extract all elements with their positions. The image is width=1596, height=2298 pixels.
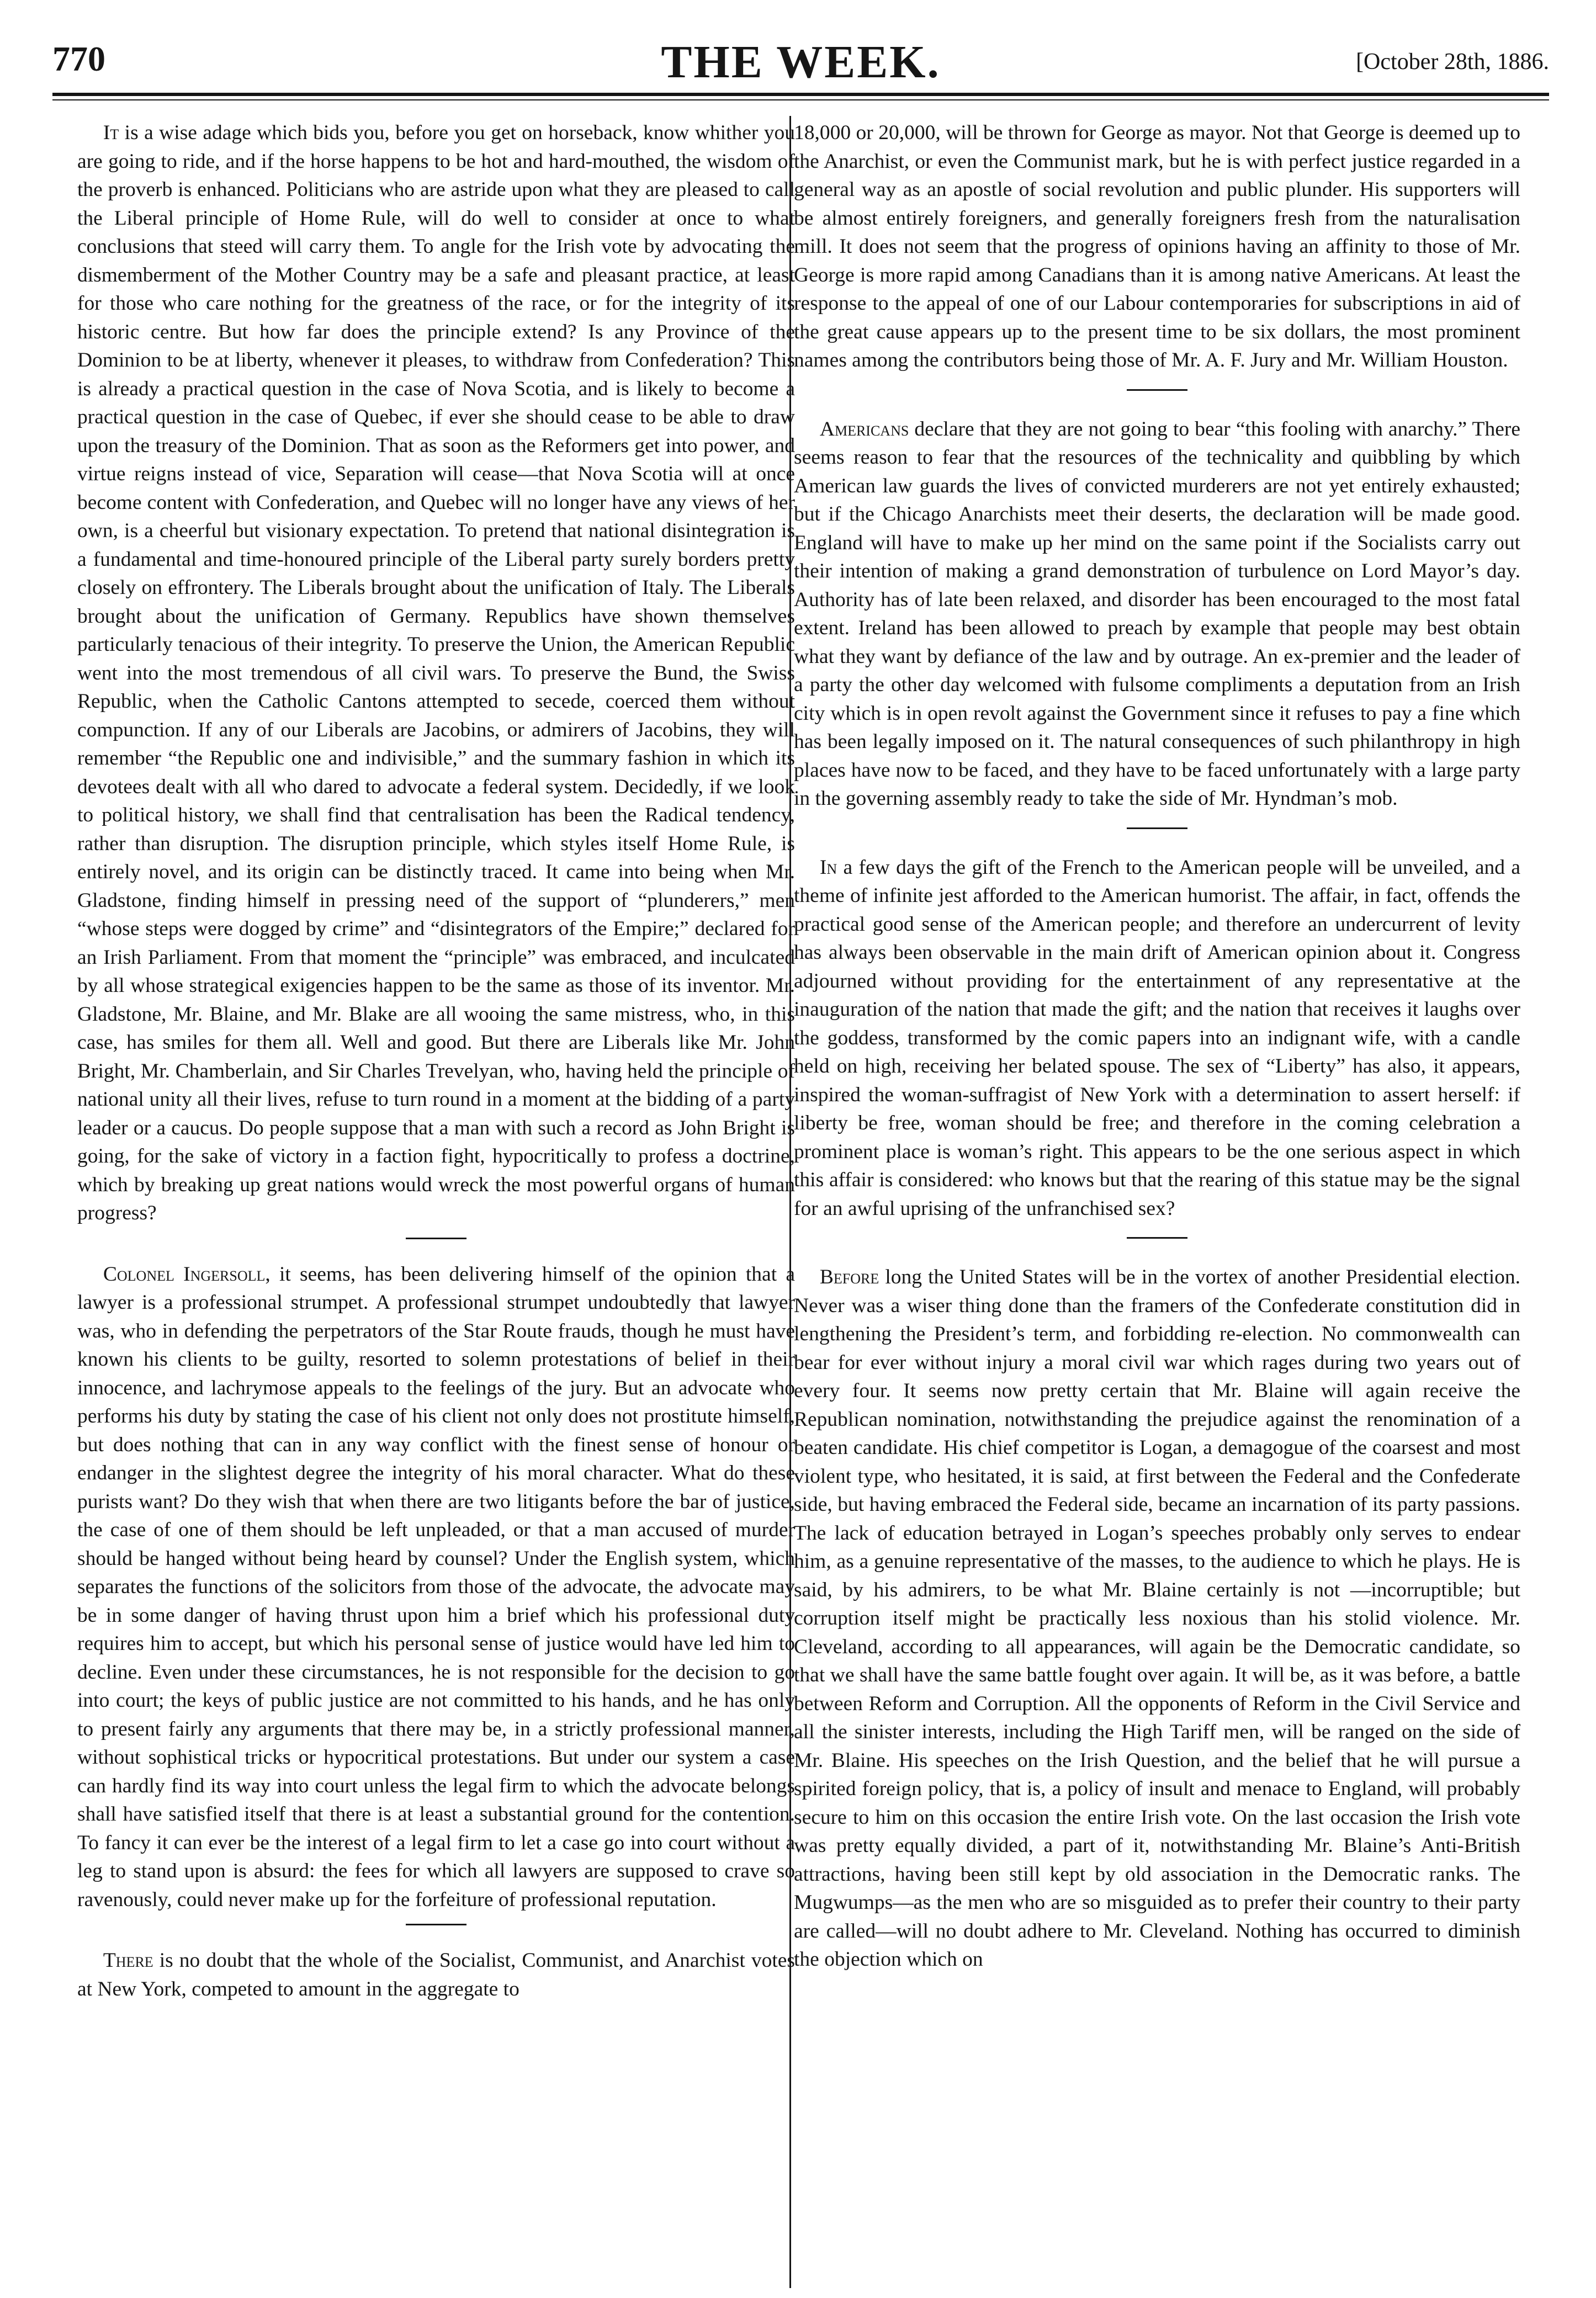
article-separator [1127, 1237, 1187, 1239]
article-presidential-election [794, 1263, 1520, 1974]
article-new-york-vote [77, 1946, 795, 2003]
article-anarchy [794, 415, 1520, 813]
right-column [794, 119, 1520, 1974]
article-body: declare that they are not going to bear “this fooling with anarchy.” There seems reason to fear that the resources of the technicality and quibbling by which American law guards the lives of convicted murderers are not yet entirely exhausted; but if the Chicago Anarchists meet their deserts, the declaration will be made good. England will have to make up her mind on the same point if the Socialists carry out their intention of making a grand demonstration of turbulence on Lord Mayor’s day. Authority has of late been relaxed, and disorder has been encouraged to the most fatal extent. Ireland has been allowed to preach by example that people may best obtain what they want by defiance of the law and by outrage. An ex-premier and the leader of a party the other day welcomed with fulsome compliments a deputation from an Irish city which is in open revolt against the Government since it refuses to pay a fine which has been legally imposed on it. The natural consequences of such philanthropy in high places have now to be faced, and they have to be faced unfortunately with a large party in the governing assembly ready to take the side of Mr. Hyndman’s mob. [794, 417, 1520, 810]
lead-word: Before [819, 1266, 879, 1288]
article-george-continued [794, 119, 1520, 375]
article-body: is a wise adage which bids you, before you get on horseback, know whither you are going to ride, and if the horse happens to be hot and hard-mouthed, the wisdom of the proverb is enhanced. Politicians who are astride upon what they are pleased to call the Liberal principle of Home Rule, will do well to consider at once to what conclusions that steed will carry them. To angle for the Irish vote by advocating the dismemberment of the Mother Country may be a safe and pleasant practice, at least for those who care nothing for the greatness of the race, or for the integrity of its historic centre. But how far does the principle extend? Is any Province of the Dominion to be at liberty, whenever it pleases, to withdraw from Confederation? This is already a practical question in the case of Nova Scotia, and is likely to become a practical question in the case of Quebec, if ever she should cease to be able to draw upon the treasury of the Dominion. That as soon as the Reformers get into power, and virtue reigns instead of vice, Separation will cease—that Nova Scotia will at once become content with Confederation, and Quebec will no longer have any views of her own, is a cheerful but visionary expectation. To pretend that national disintegration is a fundamental and time-honoured principle of the Liberal party surely borders pretty closely on effrontery. The Liberals brought about the unification of Italy. The Liberals brought about the unification of Germany. Republics have shown themselves particularly tenacious of their integrity. To preserve the Union, the American Republic went into the most tremendous of all civil wars. To preserve the Bund, the Swiss Republic, when the Catholic Cantons attempted to secede, coerced them without compunction. If any of our Liberals are Jacobins, or admirers of Jacobins, they will remember “the Republic one and indivisible,” and the summary fashion in which its devotees dealt with all who dared to advocate a federal system. Decidedly, if we look to political history, we shall find that centralisation has been the Radical tendency, rather than disruption. The disruption principle, which styles itself Home Rule, is entirely novel, and its origin can be distinctly traced. It came into being when Mr. Gladstone, finding himself in pressing need of the support of “plunderers,” men “whose steps were dogged by crime” and “disintegrators of the Empire;” declared for an Irish Parliament. From that moment the “principle” was embraced, and inculcated by all whose strategical exigencies happen to be the same as those of its inventor. Mr. Gladstone, Mr. Blaine, and Mr. Blake are all wooing the same mistress, who, in this case, has smiles for them all. Well and good. But there are Liberals like Mr. John Bright, Mr. Chamberlain, and Sir Charles Trevelyan, who, having held the principle of national unity all their lives, refuse to turn round in a moment at the bidding of a party leader or a caucus. Do people suppose that a man with such a record as John Bright is going, for the sake of victory in a faction fight, hypocritically to profess a doctrine, which by breaking up great nations would wreck the most powerful organs of human progress? [77, 121, 795, 1224]
article-ingersoll [77, 1260, 795, 1914]
issue-date: [October 28th, 1886. [1356, 49, 1549, 75]
article-separator [1127, 827, 1187, 829]
left-column [77, 119, 795, 2003]
article-body: long the United States will be in the vortex of another Presidential election. Never was a wiser thing done than the framers of the Confederate constitution did in lengthening the President’s term, and forbidding re-election. No commonwealth can bear for ever without injury a moral civil war which rages during two years out of every four. It seems now pretty certain that Mr. Blaine will again receive the Republican nomination, notwithstanding the prejudice against the renomination of a beaten candidate. His chief competitor is Logan, a demagogue of the coarsest and most violent type, who hesitated, it is said, at first between the Federal and the Confederate side, but having embraced the Federal side, became an incarnation of its party passions. The lack of education betrayed in Logan’s speeches probably only serves to endear him, as a genuine representative of the masses, to the audience to which he plays. He is said, by his admirers, to be what Mr. Blaine certainly is not —incorruptible; but corruption itself might be practically less noxious than his stolid violence. Mr. Cleveland, according to all appearances, will again be the Democratic candidate, so that we shall have the same battle fought over again. It will be, as it was before, a battle between Reform and Corruption. All the opponents of Reform in the Civil Service and all the sinister interests, including the High Tariff men, will be ranged on the side of Mr. Blaine. His speeches on the Irish Question, and the belief that he will pursue a spirited foreign policy, that is, a policy of insult and menace to England, will probably secure to him on this occasion the entire Irish vote. On the last occasion the Irish vote was pretty equally divided, a part of it, notwithstanding Mr. Blaine’s Anti-British attractions, having been still kept by old association in the Democratic ranks. The Mugwumps—as the men who are so misguided as to prefer their country to their party are called—will no doubt adhere to Mr. Cleveland. Nothing has occurred to diminish the objection which on [794, 1266, 1520, 1971]
page-number: 770 [52, 39, 105, 78]
article-separator [1127, 389, 1187, 391]
article-body: it seems, has been delivering himself of the opinion that a lawyer is a professional strumpet. A professional strumpet undoubtedly that lawyer was, who in defending the perpetrators of the Star Route frauds, though he must have known his clients to be guilty, resorted to solemn protestations of belief in their innocence, and lachrymose appeals to the feelings of the jury. But an advocate who performs his duty by stating the case of his client not only does not prostitute himself, but does nothing that can in any way conflict with the finest sense of honour or endanger in the slightest degree the integrity of his moral character. What do these purists want? Do they wish that when there are two litigants before the bar of justice, the case of one of them should be left unpleaded, or that a man accused of murder should be hanged without being heard by counsel? Under the English system, which separates the functions of the solicitors from those of the advocate, the advocate may be in some danger of having thrust upon him a brief which his professional duty requires him to accept, but which his personal sense of justice would have led him to decline. Even under these circumstances, he is not responsible for the decision to go into court; the keys of public justice are not committed to his hands, and he has only to present fairly any arguments that there may be, in a strictly professional manner, without sophistical tricks or hypocritical protestations. But under our system a case can hardly find its way into court unless the legal firm to which the advocate belongs shall have satisfied itself that there is at least a substantial ground for the contention. To fancy it can ever be the interest of a legal firm to let a case go into court without a leg to stand upon is absurd: the fees for which all lawyers are supposed to crave so ravenously, could never make up for the forfeiture of professional reputation. [77, 1262, 795, 1911]
lead-word: Colonel Ingersoll, [103, 1262, 271, 1286]
running-header [52, 36, 1549, 88]
article-separator [406, 1924, 466, 1925]
header-rule-thick [52, 93, 1549, 96]
lead-word: It [103, 121, 119, 144]
article-body: a few days the gift of the French to the American people will be unveiled, and a theme of infinite jest afforded to the American humorist. The affair, in fact, offends the practical good sense of the American people; and therefore an undercurrent of levity has always been observable in the main drift of American opinion about it. Congress adjourned without providing for the entertainment of any representative at the inauguration of the nation that made the gift; and the nation that receives it laughs over the goddess, transformed by the comic papers into an indignant wife, with a candle held on high, receiving her belated spouse. The sex of “Liberty” has also, it appears, inspired the woman-suffragist of New York with a determination to assert herself: if liberty be free, woman should be free; and therefore in the coming celebration a prominent place is woman’s right. This appears to be the one serious aspect in which this affair is considered: who knows but that the rearing of this statue may be the signal for an awful uprising of the unfranchised sex? [794, 856, 1521, 1220]
lead-word: There [103, 1949, 153, 1972]
publication-title: THE WEEK. [661, 36, 941, 88]
lead-word: Americans [819, 417, 909, 441]
article-body: 18,000 or 20,000, will be thrown for George as mayor. Not that George is deemed up to the Anarchist, or even the Communist mark, but he is with perfect justice regarded in a general way as an apostle of social revolution and public plunder. His supporters will be almost entirely foreigners, and generally foreigners fresh from the naturalisation mill. It does not seem that the progress of opinions having an affinity to those of Mr. George is more rapid among Canadians than it is among native Americans. At least the response to the appeal of one of our Labour contemporaries for subscriptions in aid of the great cause appears up to the present time to be six dollars, the most prominent names among the contributors being those of Mr. A. F. Jury and Mr. William Houston. [794, 121, 1520, 371]
article-separator [406, 1238, 466, 1239]
lead-word: In [819, 856, 837, 879]
article-body: is no doubt that the whole of the Socialist, Communist, and Anarchist votes at New York, competed to amount in the aggregate to [77, 1949, 796, 2000]
header-rule-thin [52, 99, 1549, 100]
article-home-rule [77, 119, 795, 1228]
article-liberty-statue [794, 853, 1520, 1223]
